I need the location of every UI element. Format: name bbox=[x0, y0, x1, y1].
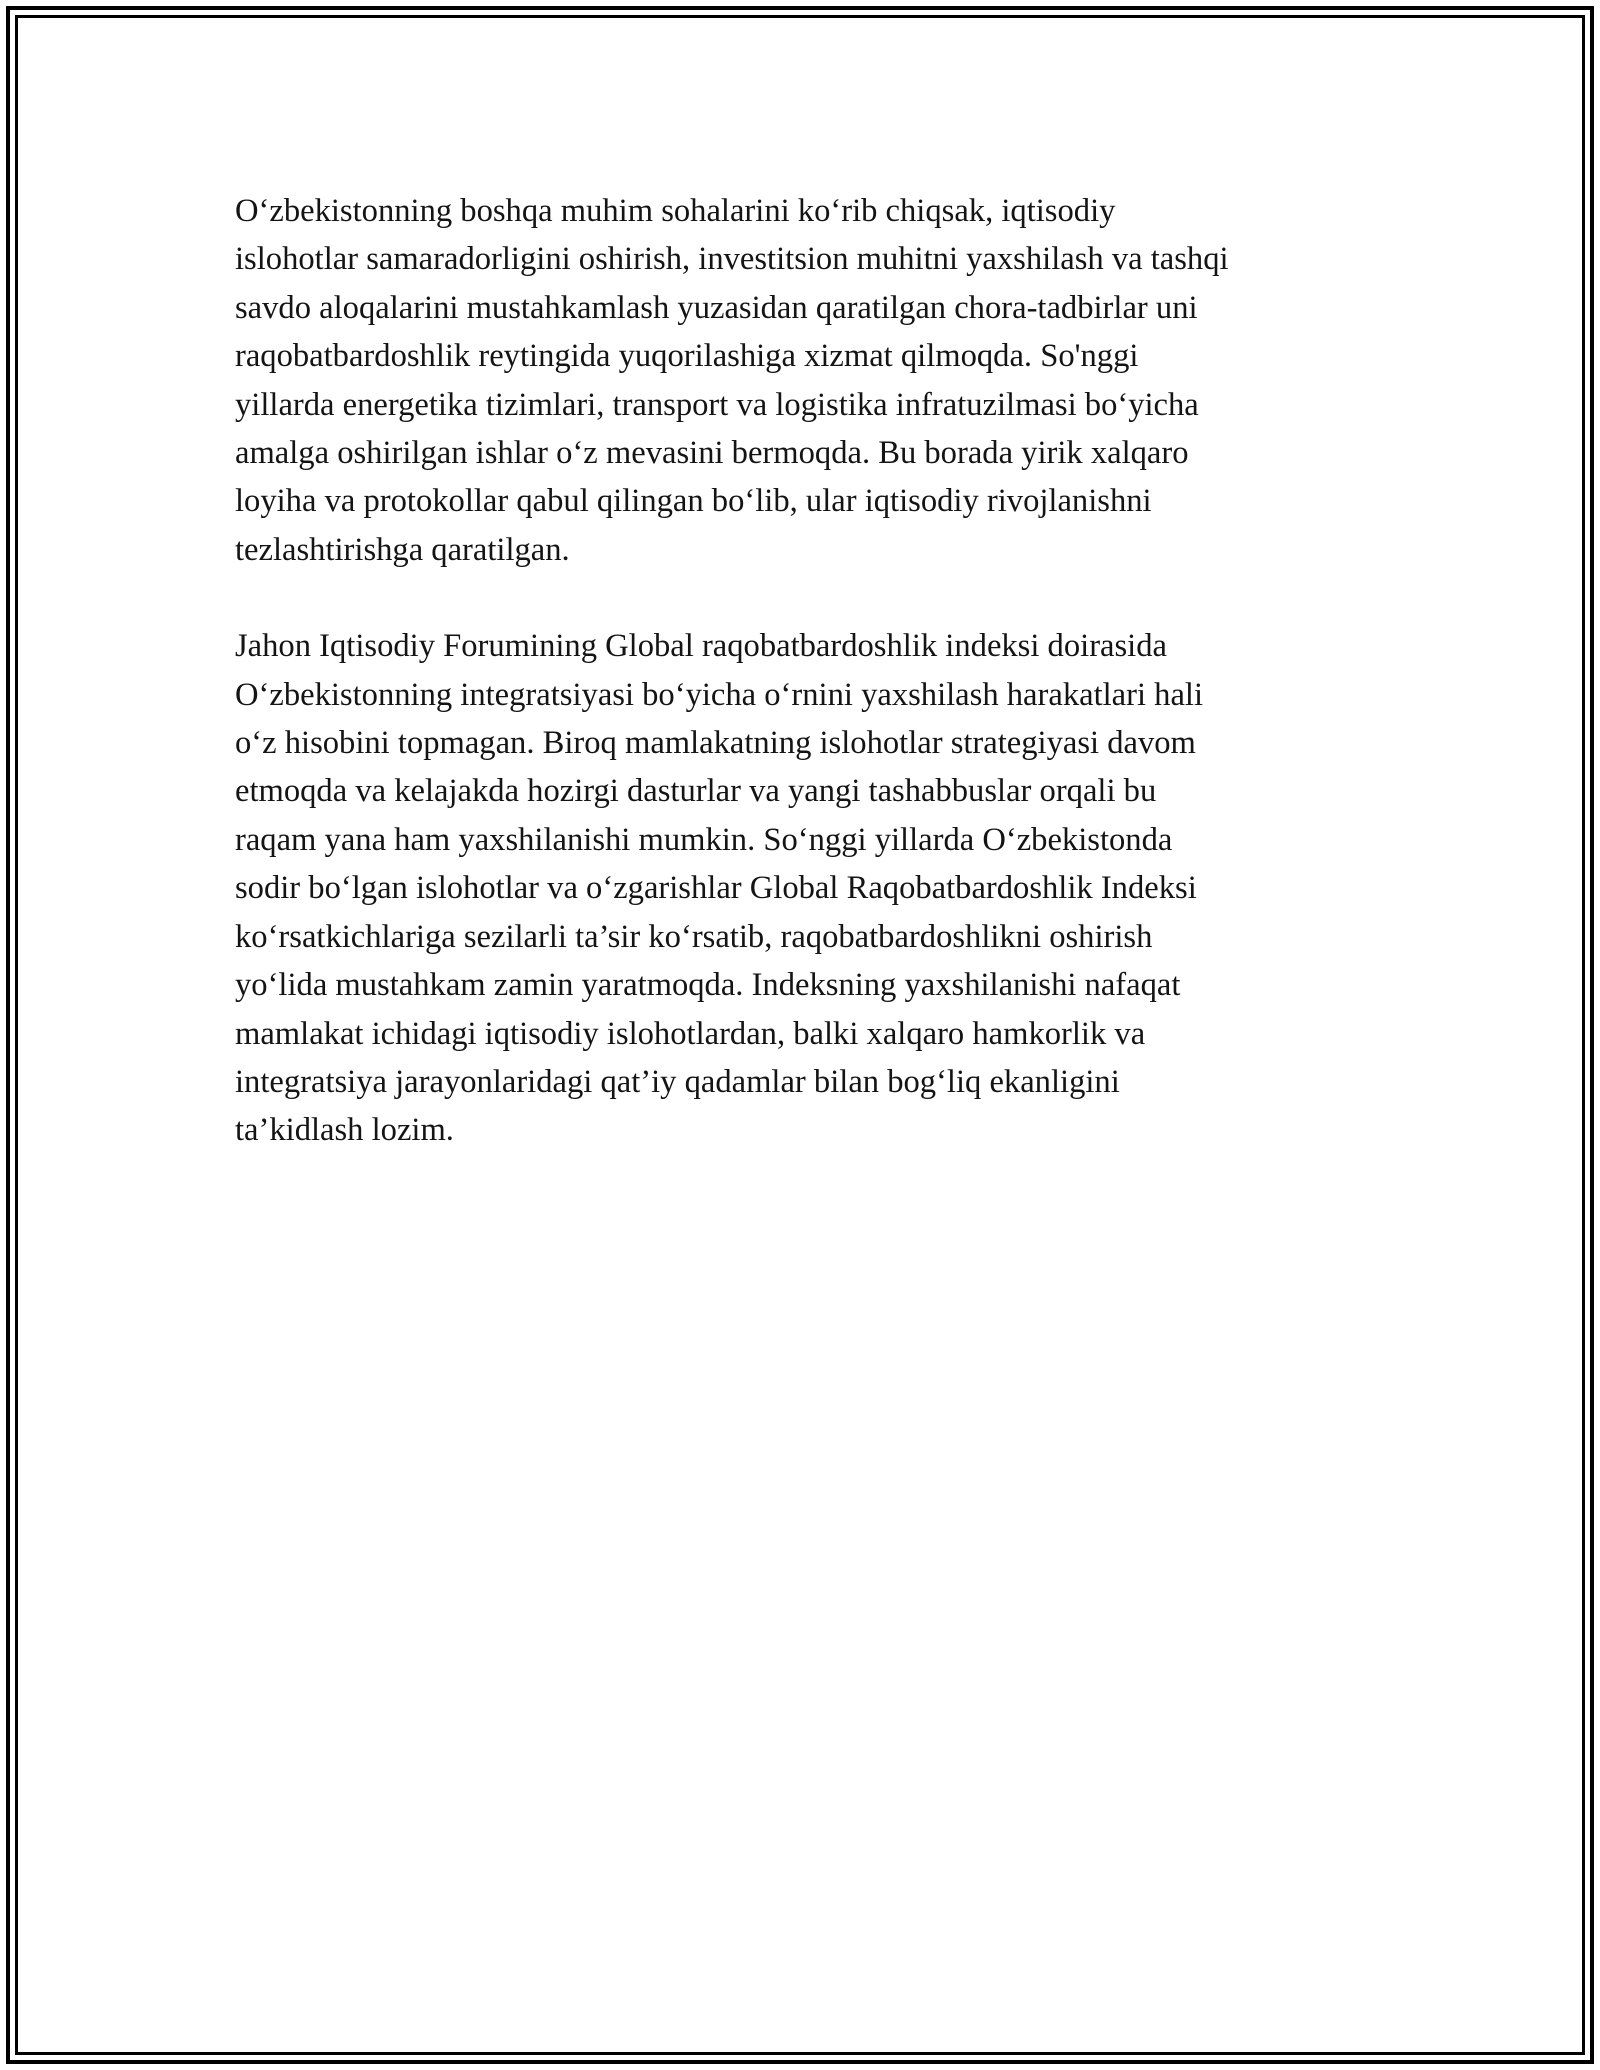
paragraph-line: ta’kidlash lozim. bbox=[235, 1112, 454, 1149]
paragraph-line: mamlakat ichidagi iqtisodiy islohotlardan, balki xalqaro hamkorlik va bbox=[235, 1015, 1146, 1052]
paragraph-line: O‘zbekistonning boshqa muhim sohalarini ko‘rib chiqsak, iqtisodiy bbox=[235, 193, 1116, 229]
paragraph-line: o‘z hisobini topmagan. Biroq mamlakatning islohotlar strategiyasi davom bbox=[235, 725, 1196, 762]
paragraph-line: yo‘lida mustahkam zamin yaratmoqda. Indeksning yaxshilanishi nafaqat bbox=[235, 967, 1181, 1004]
paragraph-line: islohotlar samaradorligini oshirish, investitsion muhitni yaxshilash va tashqi bbox=[235, 241, 1229, 278]
paragraph-2 bbox=[235, 622, 1355, 1154]
paragraph-line: sodir bo‘lgan islohotlar va o‘zgarishlar Global Raqobatbardoshlik Indeksi bbox=[235, 870, 1197, 907]
paragraph-line: tezlashtirishga qaratilgan. bbox=[235, 531, 570, 568]
paragraph-line: loyiha va protokollar qabul qilingan bo‘lib, ular iqtisodiy rivojlanishni bbox=[235, 483, 1152, 520]
paragraph-line: Jahon Iqtisodiy Forumining Global raqobatbardoshlik indeksi doirasida bbox=[235, 628, 1167, 665]
paragraph-1 bbox=[235, 187, 1355, 574]
paragraph-line: amalga oshirilgan ishlar o‘z mevasini bermoqda. Bu borada yirik xalqaro bbox=[235, 435, 1189, 472]
paragraph-line: ko‘rsatkichlariga sezilarli ta’sir ko‘rsatib, raqobatbardoshlikni oshirish bbox=[235, 918, 1153, 955]
paragraph-line: raqobatbardoshlik reytingida yuqorilashiga xizmat qilmoqda. So'nggi bbox=[235, 338, 1139, 375]
paragraph-spacer bbox=[235, 574, 1355, 622]
paragraph-line: integratsiya jarayonlaridagi qat’iy qadamlar bilan bog‘liq ekanligini bbox=[235, 1063, 1120, 1100]
document-body bbox=[235, 187, 1355, 1155]
paragraph-line: yillarda energetika tizimlari, transport va logistika infratuzilmasi bo‘yicha bbox=[235, 386, 1199, 423]
paragraph-line: raqam yana ham yaxshilanishi mumkin. So‘nggi yillarda O‘zbekistonda bbox=[235, 821, 1173, 858]
paragraph-line: O‘zbekistonning integratsiyasi bo‘yicha o‘rnini yaxshilash harakatlari hali bbox=[235, 676, 1204, 713]
paragraph-line: etmoqda va kelajakda hozirgi dasturlar va yangi tashabbuslar orqali bu bbox=[235, 773, 1157, 810]
paragraph-line: savdo aloqalarini mustahkamlash yuzasidan qaratilgan chora-tadbirlar uni bbox=[235, 289, 1198, 326]
